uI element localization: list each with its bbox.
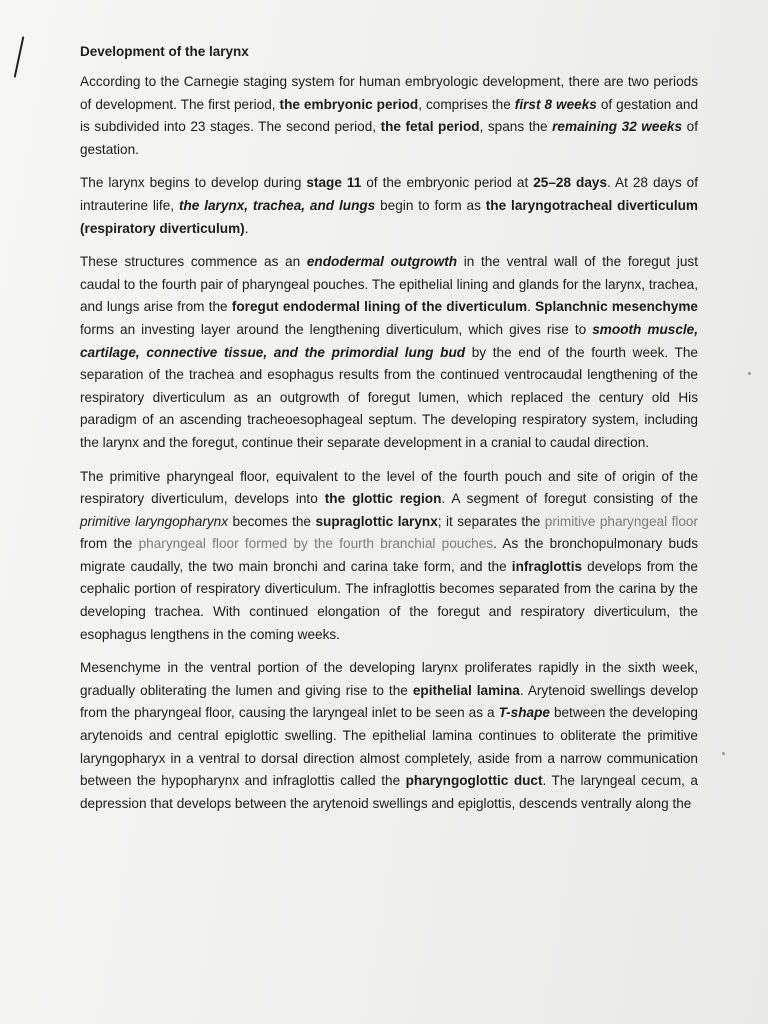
text-run-bold: epithelial lamina (412, 682, 520, 698)
text-run-faint: primitive pharyngeal floor (544, 513, 699, 529)
text-run: . As the bronchopulmonary buds migrate caudally, the two main bronchi and carina take form, and the (80, 536, 699, 574)
text-run: forms an investing layer around the lengthening diverticulum, which gives rise to (80, 321, 593, 337)
text-run: . Arytenoid swellings develop from the pharyngeal floor, causing the laryngeal inlet to be seen as a (80, 682, 699, 721)
text-run-bold: 25–28 days (533, 175, 608, 191)
paragraph (80, 71, 698, 161)
text-run: between the developing arytenoids and central epiglottic swelling. The epithelial lamina continues to obliterate the primitive laryngopharyx in a ventral to dorsal direction almost completely, aside from a narrow communication between the hypopharynx and infraglottis called the (80, 705, 698, 789)
text-run-bold: Splanchnic mesenchyme (535, 299, 698, 315)
text-run: . At 28 days of intrauterine life, (80, 175, 698, 213)
text-run-bold: infraglottis (511, 558, 583, 574)
text-run-bold: the laryngotracheal diverticulum (respiratory diverticulum) (80, 197, 698, 236)
text-run-bold: pharyngoglottic duct (405, 773, 543, 789)
text-run: . A segment of foregut consisting of the (441, 491, 699, 507)
text-run: begin to form as (375, 197, 486, 213)
text-run: ; it separates the (437, 513, 545, 529)
text-run-bold: the fetal period (380, 119, 480, 135)
text-run-bold-italic: T-shape (498, 705, 550, 721)
text-run-bold-italic: endodermal outgrowth (306, 254, 458, 270)
text-run-bold-italic: smooth muscle, cartilage, connective tissue, and the primordial lung bud (80, 321, 698, 360)
text-run-bold-italic: the larynx, trachea, and lungs (178, 197, 376, 213)
text-run: of gestation. (80, 119, 699, 157)
text-run-bold: stage 11 (306, 175, 362, 191)
paragraph (80, 657, 698, 815)
text-run-bold: supraglottic larynx (315, 513, 438, 529)
speck (748, 372, 751, 375)
text-run: The primitive pharyngeal floor, equivalent to the level of the fourth pouch and site of origin of the respiratory diverticulum, develops into (80, 468, 698, 507)
document-body (80, 44, 698, 826)
text-run: from the (80, 536, 139, 552)
paragraph (80, 251, 698, 454)
text-run: . (244, 220, 249, 236)
text-run: The larynx begins to develop during (80, 175, 307, 191)
text-run: develops from the cephalic portion of respiratory diverticulum. The infraglottis becomes separated from the carina by the developing trachea. With continued elongation of the foregut and respiratory diverticulum, the esophagus lengthens in the coming weeks. (80, 558, 698, 642)
paragraph (80, 466, 698, 647)
text-run: in the ventral wall of the foregut just caudal to the fourth pair of pharyngeal pouches. The epithelial lining and glands for the larynx, trachea, and lungs arise from the (80, 254, 698, 315)
text-run: of gestation and is subdivided into 23 stages. The second period, (80, 96, 699, 135)
text-run: . The laryngeal cecum, a depression that develops between the arytenoid swellings and epiglottis, descends ventrally along the (80, 773, 698, 811)
text-run: becomes the (228, 513, 316, 529)
document-title: Development of the larynx (80, 44, 249, 59)
text-run-bold: foregut endodermal lining of the diverticulum (231, 299, 528, 315)
text-run-bold-italic: first 8 weeks (514, 96, 597, 112)
text-run-faint: pharyngeal floor formed by the fourth branchial pouches (138, 536, 494, 552)
text-run: , comprises the (418, 96, 515, 112)
text-run-bold-italic: remaining 32 weeks (552, 119, 683, 135)
speck (722, 752, 725, 755)
text-run: of the embryonic period at (361, 175, 534, 191)
text-run: . (527, 299, 536, 315)
text-run-italic: primitive laryngopharynx (80, 513, 229, 529)
paragraph (80, 172, 698, 240)
text-run-bold: the glottic region (324, 491, 442, 507)
text-run: , spans the (479, 119, 553, 135)
text-run: Mesenchyme in the ventral portion of the developing larynx proliferates rapidly in the sixth week, gradually obliterating the lumen and giving rise to the (80, 660, 698, 698)
pen-margin-mark (14, 36, 25, 77)
text-run: These structures commence as an (80, 254, 307, 270)
text-run: by the end of the fourth week. The separation of the trachea and esophagus results from the continued ventrocaudal lengthening of the respiratory diverticulum as an outgrowth of foregut lumen, which replaced the century old His paradigm of an ascending tracheoesophageal septum. The developing respiratory system, including the larynx and the foregut, continue their separate development in a cranial to caudal direction. (80, 344, 698, 450)
text-run-bold: the embryonic period (279, 96, 419, 112)
text-run: According to the Carnegie staging system for human embryologic development, there are two periods of development. The first period, (80, 74, 698, 112)
